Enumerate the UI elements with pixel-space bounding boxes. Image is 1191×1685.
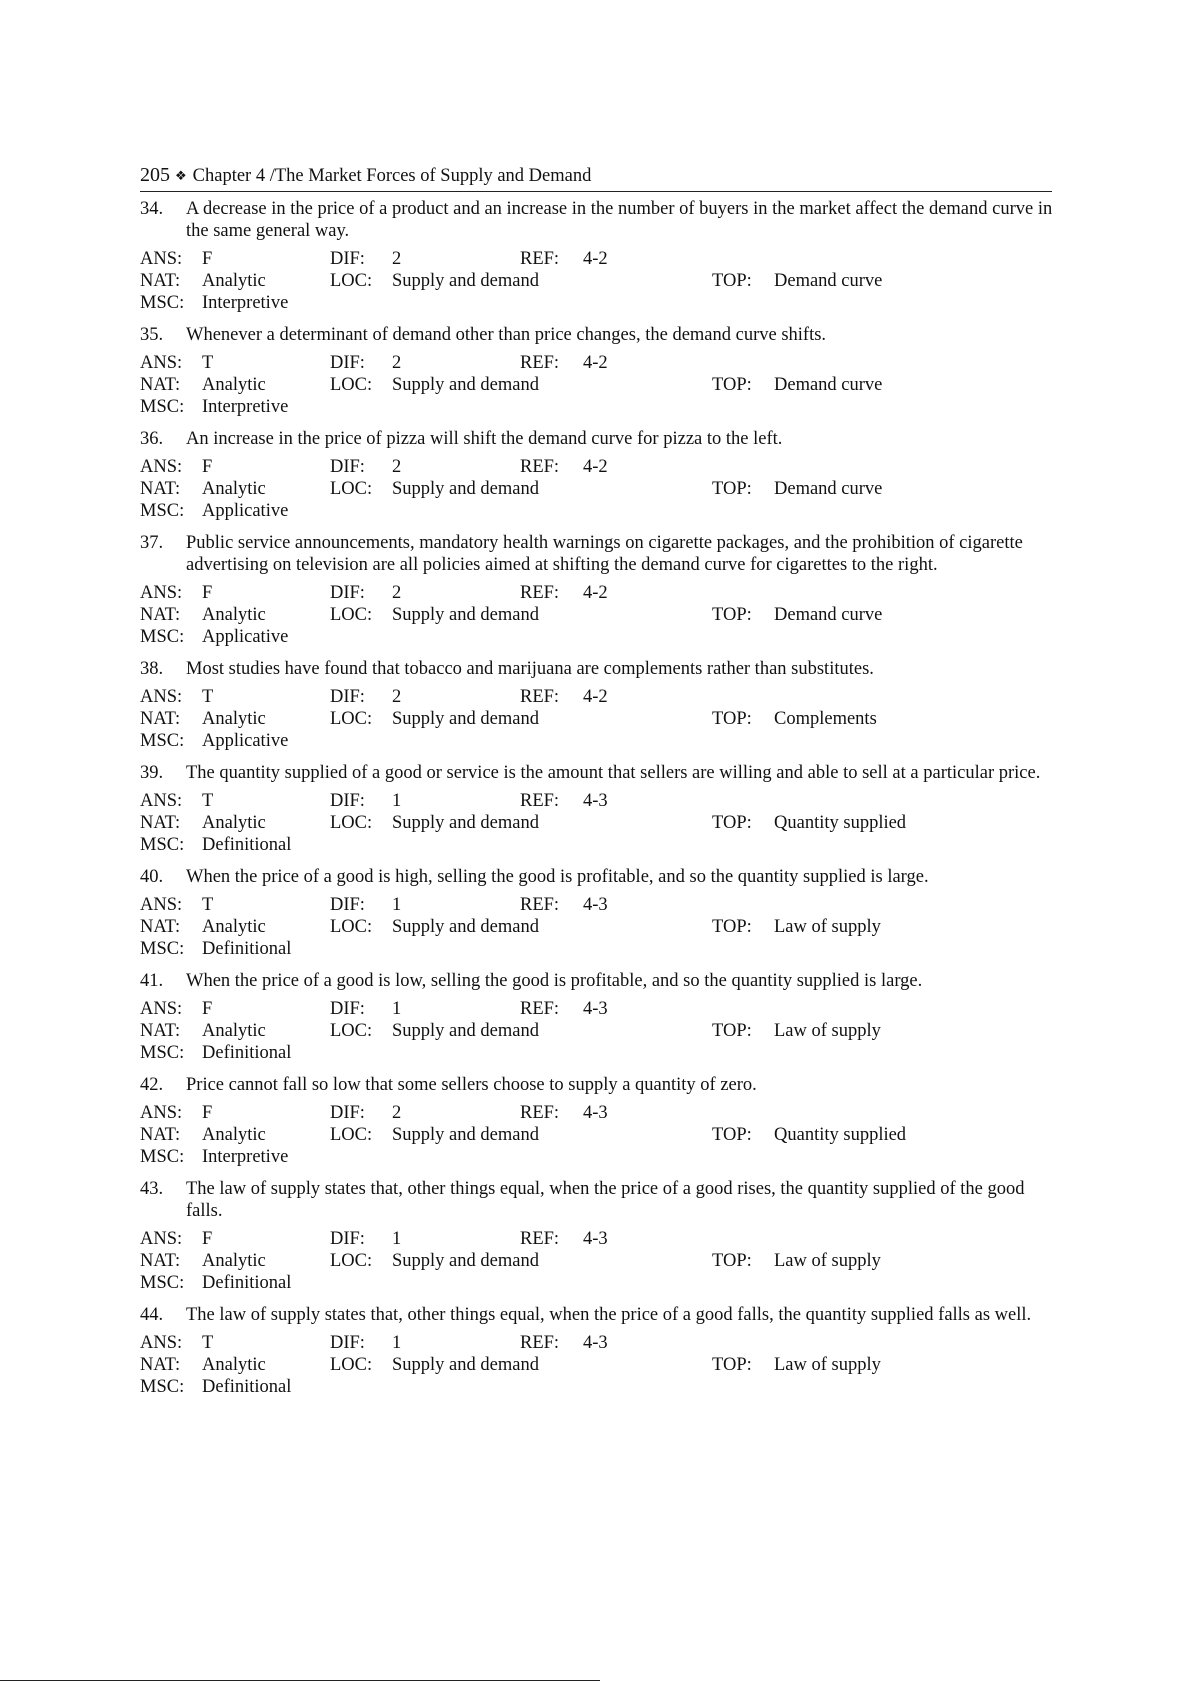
answer-row [140, 686, 1060, 708]
msc-value: Definitional [202, 1043, 292, 1063]
question-item [140, 1178, 1060, 1294]
ans-value: T [202, 687, 214, 707]
loc-value: Supply and demand [392, 271, 539, 291]
loc-value: Supply and demand [392, 1355, 539, 1375]
top-label: TOP: [712, 271, 752, 291]
msc-label: MSC: [140, 939, 185, 959]
msc-label: MSC: [140, 1377, 185, 1397]
nat-loc-top-row [140, 1250, 1060, 1272]
top-label: TOP: [712, 605, 752, 625]
loc-label: LOC: [330, 1021, 373, 1041]
loc-value: Supply and demand [392, 917, 539, 937]
question-statement: When the price of a good is low, selling the good is profitable, and so the quantity supplied is large. [186, 971, 923, 991]
ans-label: ANS: [140, 999, 183, 1019]
dif-label: DIF: [330, 999, 365, 1019]
ref-label: REF: [520, 353, 560, 373]
dif-value: 2 [392, 1103, 402, 1123]
nat-value: Analytic [202, 1125, 266, 1145]
ref-label: REF: [520, 1229, 560, 1249]
msc-row [140, 396, 1060, 418]
question-number: 34. [140, 199, 164, 219]
loc-label: LOC: [330, 479, 373, 499]
question-item [140, 428, 1060, 522]
question-item [140, 324, 1060, 418]
msc-label: MSC: [140, 397, 185, 417]
msc-value: Interpretive [202, 397, 289, 417]
dif-value: 2 [392, 353, 402, 373]
question-text-block [140, 970, 1060, 992]
question-statement: Whenever a determinant of demand other than price changes, the demand curve shifts. [186, 325, 827, 345]
loc-value: Supply and demand [392, 813, 539, 833]
answer-row [140, 1228, 1060, 1250]
question-number: 38. [140, 659, 164, 679]
ref-value: 4-2 [583, 457, 608, 477]
top-value: Complements [774, 709, 877, 729]
dif-label: DIF: [330, 1103, 365, 1123]
msc-value: Applicative [202, 501, 289, 521]
loc-value: Supply and demand [392, 1021, 539, 1041]
dif-label: DIF: [330, 895, 365, 915]
question-item [140, 198, 1060, 314]
loc-value: Supply and demand [392, 479, 539, 499]
ans-label: ANS: [140, 1333, 183, 1353]
loc-value: Supply and demand [392, 605, 539, 625]
question-statement: The law of supply states that, other things equal, when the price of a good falls, the quantity supplied falls as well. [186, 1305, 1032, 1325]
loc-label: LOC: [330, 917, 373, 937]
top-label: TOP: [712, 917, 752, 937]
dif-label: DIF: [330, 1229, 365, 1249]
ans-value: T [202, 895, 214, 915]
ref-value: 4-2 [583, 687, 608, 707]
msc-row [140, 1042, 1060, 1064]
question-number: 42. [140, 1075, 164, 1095]
question-number: 37. [140, 533, 164, 553]
nat-loc-top-row [140, 812, 1060, 834]
top-value: Demand curve [774, 605, 883, 625]
answer-row [140, 1332, 1060, 1354]
ans-label: ANS: [140, 1229, 183, 1249]
nat-loc-top-row [140, 916, 1060, 938]
ans-label: ANS: [140, 583, 183, 603]
msc-value: Definitional [202, 939, 292, 959]
question-number: 35. [140, 325, 164, 345]
loc-label: LOC: [330, 813, 373, 833]
question-number: 36. [140, 429, 164, 449]
chapter-title: Chapter 4 /The Market Forces of Supply and Demand [192, 166, 592, 186]
ans-value: F [202, 583, 213, 603]
loc-label: LOC: [330, 1355, 373, 1375]
ref-value: 4-2 [583, 249, 608, 269]
msc-row [140, 1376, 1060, 1398]
nat-loc-top-row [140, 478, 1060, 500]
ref-label: REF: [520, 1103, 560, 1123]
question-text-block [140, 324, 1060, 346]
nat-loc-top-row [140, 374, 1060, 396]
nat-label: NAT: [140, 709, 181, 729]
nat-value: Analytic [202, 813, 266, 833]
question-statement: A decrease in the price of a product and an increase in the number of buyers in the market affect the demand curve in the same general way. [186, 199, 1053, 241]
dif-value: 2 [392, 583, 402, 603]
msc-value: Interpretive [202, 293, 289, 313]
msc-value: Applicative [202, 627, 289, 647]
loc-label: LOC: [330, 1251, 373, 1271]
msc-value: Definitional [202, 1273, 292, 1293]
msc-value: Applicative [202, 731, 289, 751]
loc-label: LOC: [330, 1125, 373, 1145]
ans-label: ANS: [140, 791, 183, 811]
question-item [140, 1074, 1060, 1168]
dif-label: DIF: [330, 249, 365, 269]
nat-value: Analytic [202, 605, 266, 625]
answer-row [140, 352, 1060, 374]
question-statement: An increase in the price of pizza will shift the demand curve for pizza to the left. [186, 429, 783, 449]
top-value: Demand curve [774, 271, 883, 291]
question-statement: Most studies have found that tobacco and marijuana are complements rather than substitutes. [186, 659, 874, 679]
question-text-block [140, 1074, 1060, 1096]
ans-label: ANS: [140, 687, 183, 707]
nat-value: Analytic [202, 1021, 266, 1041]
msc-row [140, 500, 1060, 522]
ref-label: REF: [520, 583, 560, 603]
ref-label: REF: [520, 1333, 560, 1353]
nat-label: NAT: [140, 917, 181, 937]
top-value: Law of supply [774, 1021, 881, 1041]
nat-value: Analytic [202, 917, 266, 937]
ref-label: REF: [520, 249, 560, 269]
top-label: TOP: [712, 1125, 752, 1145]
question-item [140, 1304, 1060, 1398]
nat-loc-top-row [140, 1020, 1060, 1042]
top-value: Law of supply [774, 917, 881, 937]
nat-label: NAT: [140, 1251, 181, 1271]
question-statement: Price cannot fall so low that some sellers choose to supply a quantity of zero. [186, 1075, 757, 1095]
page-header [140, 164, 1052, 192]
dif-value: 2 [392, 687, 402, 707]
loc-value: Supply and demand [392, 375, 539, 395]
question-statement: When the price of a good is high, selling the good is profitable, and so the quantity supplied is large. [186, 867, 929, 887]
ref-value: 4-3 [583, 791, 608, 811]
top-value: Demand curve [774, 479, 883, 499]
dif-label: DIF: [330, 353, 365, 373]
ans-label: ANS: [140, 353, 183, 373]
loc-label: LOC: [330, 271, 373, 291]
dif-label: DIF: [330, 791, 365, 811]
nat-label: NAT: [140, 605, 181, 625]
question-number: 41. [140, 971, 164, 991]
ans-label: ANS: [140, 249, 183, 269]
nat-value: Analytic [202, 271, 266, 291]
ref-label: REF: [520, 895, 560, 915]
msc-label: MSC: [140, 501, 185, 521]
ref-value: 4-3 [583, 1229, 608, 1249]
msc-value: Interpretive [202, 1147, 289, 1167]
top-label: TOP: [712, 479, 752, 499]
ref-value: 4-2 [583, 583, 608, 603]
answer-row [140, 790, 1060, 812]
question-statement: The law of supply states that, other things equal, when the price of a good rises, the quantity supplied of the good falls. [186, 1179, 1025, 1221]
loc-label: LOC: [330, 375, 373, 395]
ans-value: F [202, 457, 213, 477]
top-label: TOP: [712, 709, 752, 729]
dif-value: 1 [392, 999, 402, 1019]
nat-label: NAT: [140, 1021, 181, 1041]
nat-label: NAT: [140, 375, 181, 395]
msc-row [140, 626, 1060, 648]
ref-label: REF: [520, 457, 560, 477]
msc-label: MSC: [140, 1147, 185, 1167]
question-text-block [140, 658, 1060, 680]
nat-value: Analytic [202, 479, 266, 499]
msc-row [140, 1146, 1060, 1168]
msc-row [140, 292, 1060, 314]
top-value: Quantity supplied [774, 813, 907, 833]
top-value: Demand curve [774, 375, 883, 395]
question-number: 39. [140, 763, 164, 783]
question-item [140, 866, 1060, 960]
nat-value: Analytic [202, 375, 266, 395]
question-item [140, 970, 1060, 1064]
question-text-block [140, 198, 1060, 242]
ans-value: F [202, 1103, 213, 1123]
ans-value: F [202, 1229, 213, 1249]
dif-value: 2 [392, 457, 402, 477]
dif-value: 1 [392, 791, 402, 811]
ans-value: T [202, 791, 214, 811]
msc-value: Definitional [202, 835, 292, 855]
ref-label: REF: [520, 791, 560, 811]
question-text-block [140, 428, 1060, 450]
loc-label: LOC: [330, 605, 373, 625]
msc-row [140, 938, 1060, 960]
msc-row [140, 730, 1060, 752]
ref-value: 4-3 [583, 895, 608, 915]
page-number: 205 [140, 164, 170, 186]
msc-row [140, 834, 1060, 856]
nat-value: Analytic [202, 1355, 266, 1375]
question-item [140, 532, 1060, 648]
top-label: TOP: [712, 375, 752, 395]
msc-label: MSC: [140, 1273, 185, 1293]
nat-label: NAT: [140, 479, 181, 499]
ans-label: ANS: [140, 895, 183, 915]
question-number: 40. [140, 867, 164, 887]
top-value: Law of supply [774, 1251, 881, 1271]
dif-label: DIF: [330, 583, 365, 603]
question-list [140, 198, 1060, 1408]
top-value: Quantity supplied [774, 1125, 907, 1145]
answer-row [140, 456, 1060, 478]
question-item [140, 658, 1060, 752]
answer-row [140, 1102, 1060, 1124]
ref-value: 4-3 [583, 999, 608, 1019]
ans-value: T [202, 353, 214, 373]
loc-value: Supply and demand [392, 1251, 539, 1271]
ref-label: REF: [520, 999, 560, 1019]
nat-value: Analytic [202, 1251, 266, 1271]
msc-label: MSC: [140, 627, 185, 647]
footer-divider [0, 1680, 600, 1681]
dif-label: DIF: [330, 1333, 365, 1353]
loc-value: Supply and demand [392, 1125, 539, 1145]
diamond-bullet-icon: ❖ [175, 169, 187, 184]
question-number: 43. [140, 1179, 164, 1199]
ans-label: ANS: [140, 1103, 183, 1123]
nat-label: NAT: [140, 1355, 181, 1375]
answer-row [140, 998, 1060, 1020]
loc-value: Supply and demand [392, 709, 539, 729]
answer-row [140, 582, 1060, 604]
dif-value: 1 [392, 895, 402, 915]
top-value: Law of supply [774, 1355, 881, 1375]
nat-label: NAT: [140, 813, 181, 833]
msc-value: Definitional [202, 1377, 292, 1397]
question-text-block [140, 1304, 1060, 1326]
answer-row [140, 248, 1060, 270]
nat-label: NAT: [140, 271, 181, 291]
top-label: TOP: [712, 1021, 752, 1041]
ans-value: T [202, 1333, 214, 1353]
nat-loc-top-row [140, 708, 1060, 730]
nat-value: Analytic [202, 709, 266, 729]
ans-value: F [202, 249, 213, 269]
ref-value: 4-3 [583, 1333, 608, 1353]
dif-label: DIF: [330, 687, 365, 707]
nat-label: NAT: [140, 1125, 181, 1145]
ref-label: REF: [520, 687, 560, 707]
msc-label: MSC: [140, 835, 185, 855]
question-text-block [140, 762, 1060, 784]
answer-row [140, 894, 1060, 916]
question-statement: The quantity supplied of a good or service is the amount that sellers are willing and able to sell at a particular price. [186, 763, 1041, 783]
question-number: 44. [140, 1305, 164, 1325]
question-statement: Public service announcements, mandatory health warnings on cigarette packages, and the prohibition of cigarette advertising on television are all policies aimed at shifting the demand curve for cigarettes to the right. [186, 533, 1023, 575]
question-text-block [140, 866, 1060, 888]
nat-loc-top-row [140, 1354, 1060, 1376]
dif-value: 1 [392, 1333, 402, 1353]
msc-label: MSC: [140, 1043, 185, 1063]
ref-value: 4-3 [583, 1103, 608, 1123]
dif-label: DIF: [330, 457, 365, 477]
msc-label: MSC: [140, 731, 185, 751]
nat-loc-top-row [140, 604, 1060, 626]
top-label: TOP: [712, 1355, 752, 1375]
top-label: TOP: [712, 813, 752, 833]
msc-row [140, 1272, 1060, 1294]
loc-label: LOC: [330, 709, 373, 729]
question-text-block [140, 1178, 1060, 1222]
ans-label: ANS: [140, 457, 183, 477]
msc-label: MSC: [140, 293, 185, 313]
dif-value: 2 [392, 249, 402, 269]
top-label: TOP: [712, 1251, 752, 1271]
ans-value: F [202, 999, 213, 1019]
question-text-block [140, 532, 1060, 576]
ref-value: 4-2 [583, 353, 608, 373]
dif-value: 1 [392, 1229, 402, 1249]
nat-loc-top-row [140, 1124, 1060, 1146]
nat-loc-top-row [140, 270, 1060, 292]
question-item [140, 762, 1060, 856]
